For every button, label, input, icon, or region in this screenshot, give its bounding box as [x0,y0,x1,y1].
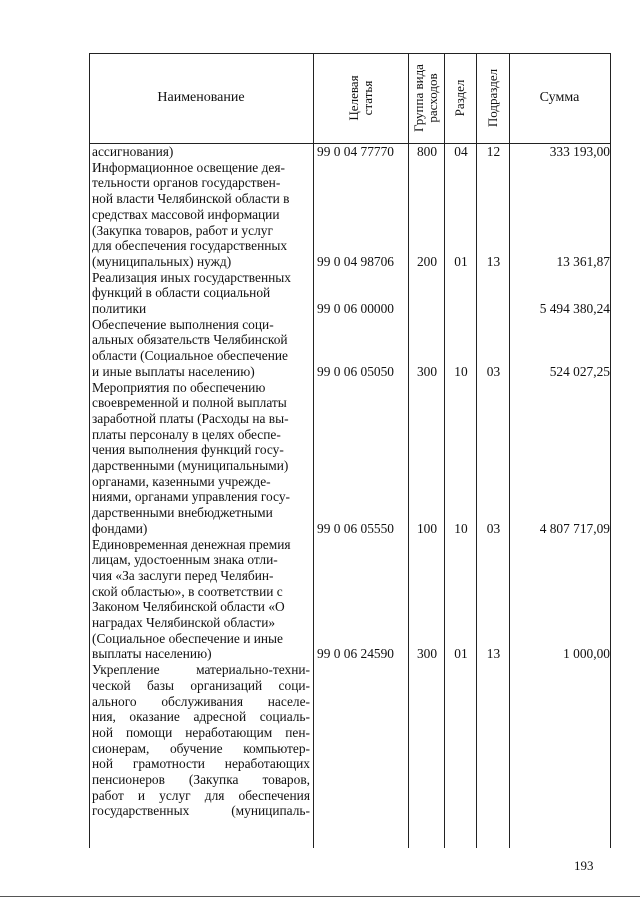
row-name-line: наградах Челябинской области» [92,615,276,631]
row-name [92,270,310,317]
row-name-line: платы персоналу в целях обеспе- [92,426,281,442]
row-sum: 4 807 717,09 [539,520,610,536]
row-subsection: 12 [486,144,501,159]
row-target-code: 99 0 06 00000 [317,300,394,316]
column-divider [476,53,477,848]
row-subsection: 03 [486,363,501,379]
header-sum-label: Сумма [539,90,580,105]
row-subsection: 13 [486,253,501,269]
row-name-line: (муниципальных) нужд) [92,253,232,269]
row-target-code: 99 0 04 77770 [317,144,394,159]
row-name-line: Единовременная денежная премия [92,536,291,552]
row-name-line: альных обязательств Челябинской [92,332,288,348]
header-name [89,53,313,143]
column-divider [313,53,314,848]
row-sum: 13 361,87 [556,253,610,269]
row-sum: 5 494 380,24 [539,300,610,316]
row-name [92,662,310,819]
page-number: 193 [574,858,594,873]
row-name [92,317,310,380]
row-target-code: 99 0 04 98706 [317,253,394,269]
footer-divider [0,896,640,897]
header-subsection [476,53,509,143]
row-name-line: Мероприятия по обеспечению [92,379,266,395]
row-section: 01 [454,253,468,269]
header-sum [509,53,610,143]
row-name-line: ниями, органами управления госу- [92,489,290,505]
row-group: 100 [416,520,438,536]
row-name-line: ческой базы организаций соци- [92,677,310,693]
row-name [92,380,310,537]
row-name-line: органами, казенными учрежде- [92,473,271,489]
header-name-label: Наименование [157,90,245,105]
row-name-line: области (Социальное обеспечение [92,348,288,364]
row-group: 800 [416,144,438,159]
column-divider [444,53,445,848]
row-name-line: Законом Челябинской области «О [92,599,285,615]
header-target [313,53,408,143]
row-name-line: заработной платы (Расходы на вы- [92,410,289,426]
row-group: 200 [416,253,438,269]
row-sum: 1 000,00 [563,646,610,662]
header-group-label: Группа вида расходов [411,64,440,132]
row-name-line: ской областью», в соответствии с [92,583,283,599]
row-name-line: для обеспечения государственных [92,238,288,254]
row-section: 10 [454,520,468,536]
row-target-code: 99 0 06 05550 [317,520,394,536]
table-left-border [89,53,90,848]
row-name-line: Информационное освещение дея- [92,159,285,175]
row-group: 300 [416,646,438,662]
row-name [92,537,310,663]
row-name-line: лицам, удостоенным знака отли- [92,552,278,568]
row-name-line: средствах массовой информации [92,206,280,222]
row-name-line: (Закупка товаров, работ и услуг [92,222,273,238]
row-name-line: Реализация иных государственных [92,269,291,285]
header-subsection-label: Подраздел [484,68,500,128]
row-name-line: политики [92,301,147,316]
row-group: 300 [416,363,438,379]
row-name-line: государственных (муниципаль- [92,803,310,819]
row-subsection: 13 [486,646,501,662]
table-right-border [610,53,611,848]
row-name-line: ния, оказание адресной социаль- [92,709,310,725]
row-name-line: выплаты населению) [92,646,212,662]
row-name-line: дарственными внебюджетными [92,505,273,521]
row-section: 04 [454,144,468,159]
column-divider [509,53,510,848]
row-sum: 333 193,00 [549,144,610,159]
row-name [92,144,310,160]
row-name-line: функций в области социальной [92,285,271,301]
row-name-line: и иные выплаты населению) [92,363,255,379]
row-name-line: фондами) [92,520,148,536]
header-target-label: Целевая статья [345,75,375,121]
row-subsection: 03 [486,520,501,536]
row-name-line: пенсионеров (Закупка товаров, [92,772,310,788]
header-section-label: Раздел [452,79,467,117]
row-name-line: тельности органов государствен- [92,175,281,191]
row-name-line: чия «За заслуги перед Челябин- [92,567,274,583]
row-target-code: 99 0 06 05050 [317,363,394,379]
row-sum: 524 027,25 [549,363,610,379]
column-divider [408,53,409,848]
header-section [444,53,476,143]
header-group [408,53,444,143]
row-name-line: ассигнования) [92,144,174,159]
row-target-code: 99 0 06 24590 [317,646,394,662]
row-name-line: ной власти Челябинской области в [92,191,290,207]
row-section: 10 [454,363,468,379]
budget-table [89,53,611,848]
row-name-line: Обеспечение выполнения соци- [92,316,274,332]
row-name-line: сионерам, обучение компьютер- [92,740,310,756]
row-name-line: ной помощи неработающим пен- [92,724,310,740]
row-section: 01 [454,646,468,662]
row-name-line: чения выполнения функций госу- [92,442,284,458]
row-name-line: работ и услуг для обеспечения [92,787,310,803]
row-name [92,160,310,270]
row-name-line: дарственными (муниципальными) [92,458,289,474]
row-name-line: (Социальное обеспечение и иные [92,630,283,646]
row-name-line: ной грамотности неработающих [92,756,310,772]
row-name-line: Укрепление материально-техни- [92,662,310,678]
row-name-line: своевременной и полной выплаты [92,395,287,411]
row-name-line: ального обслуживания населе- [92,693,310,709]
